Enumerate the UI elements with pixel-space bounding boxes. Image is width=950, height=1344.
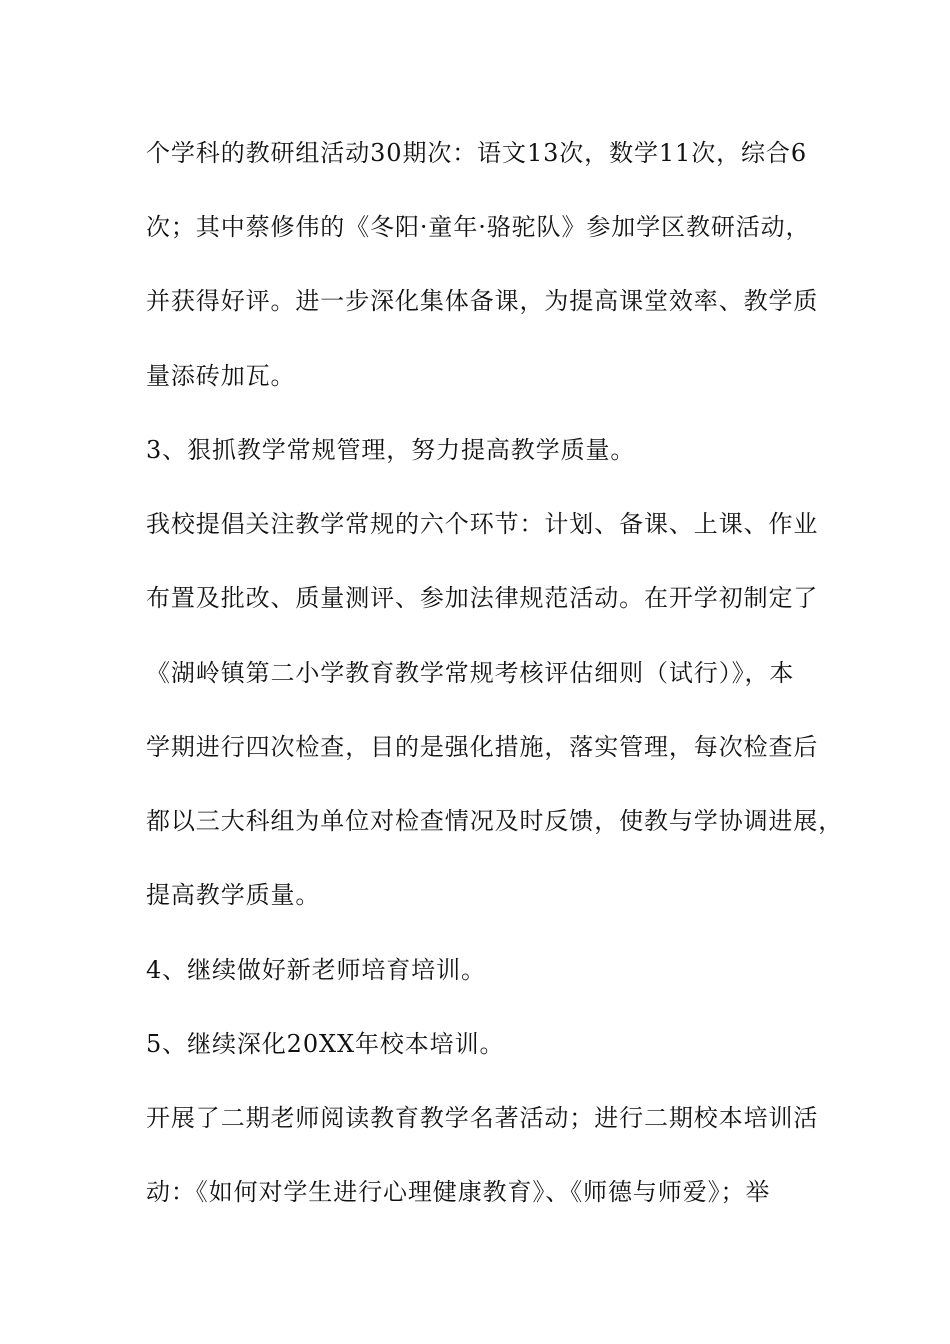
section-heading: 5、继续深化20XX年校本培训。	[146, 1030, 505, 1058]
paragraph-line: 开展了二期老师阅读教育教学名著活动；进行二期校本培训活	[146, 1104, 819, 1132]
paragraph-line: 并获得好评。进一步深化集体备课，为提高课堂效率、教学质	[146, 287, 819, 315]
paragraph-line: 都以三大科组为单位对检查情况及时反馈，使教与学协调进展，	[146, 807, 844, 835]
paragraph-line: 提高教学质量。	[146, 881, 321, 909]
section-heading: 3、狠抓教学常规管理，努力提高教学质量。	[146, 436, 636, 464]
paragraph-line: 布置及批改、质量测评、参加法律规范活动。在开学初制定了	[146, 584, 819, 612]
paragraph-line: 学期进行四次检查，目的是强化措施，落实管理，每次检查后	[146, 733, 819, 761]
paragraph-line: 《湖岭镇第二小学教育教学常规考核评估细则（试行）》，本	[146, 659, 795, 687]
paragraph-line: 次；其中蔡修伟的《冬阳·童年·骆驼队》参加学区教研活动，	[146, 213, 811, 241]
paragraph-line: 个学科的教研组活动30期次：语文13次，数学11次，综合6	[146, 139, 807, 167]
section-heading: 4、继续做好新老师培育培训。	[146, 956, 486, 984]
paragraph-line: 动：《如何对学生进行心理健康教育》、《师德与师爱》；举	[146, 1178, 771, 1206]
paragraph-line: 量添砖加瓦。	[146, 362, 296, 390]
paragraph-line: 我校提倡关注教学常规的六个环节：计划、备课、上课、作业	[146, 510, 819, 538]
